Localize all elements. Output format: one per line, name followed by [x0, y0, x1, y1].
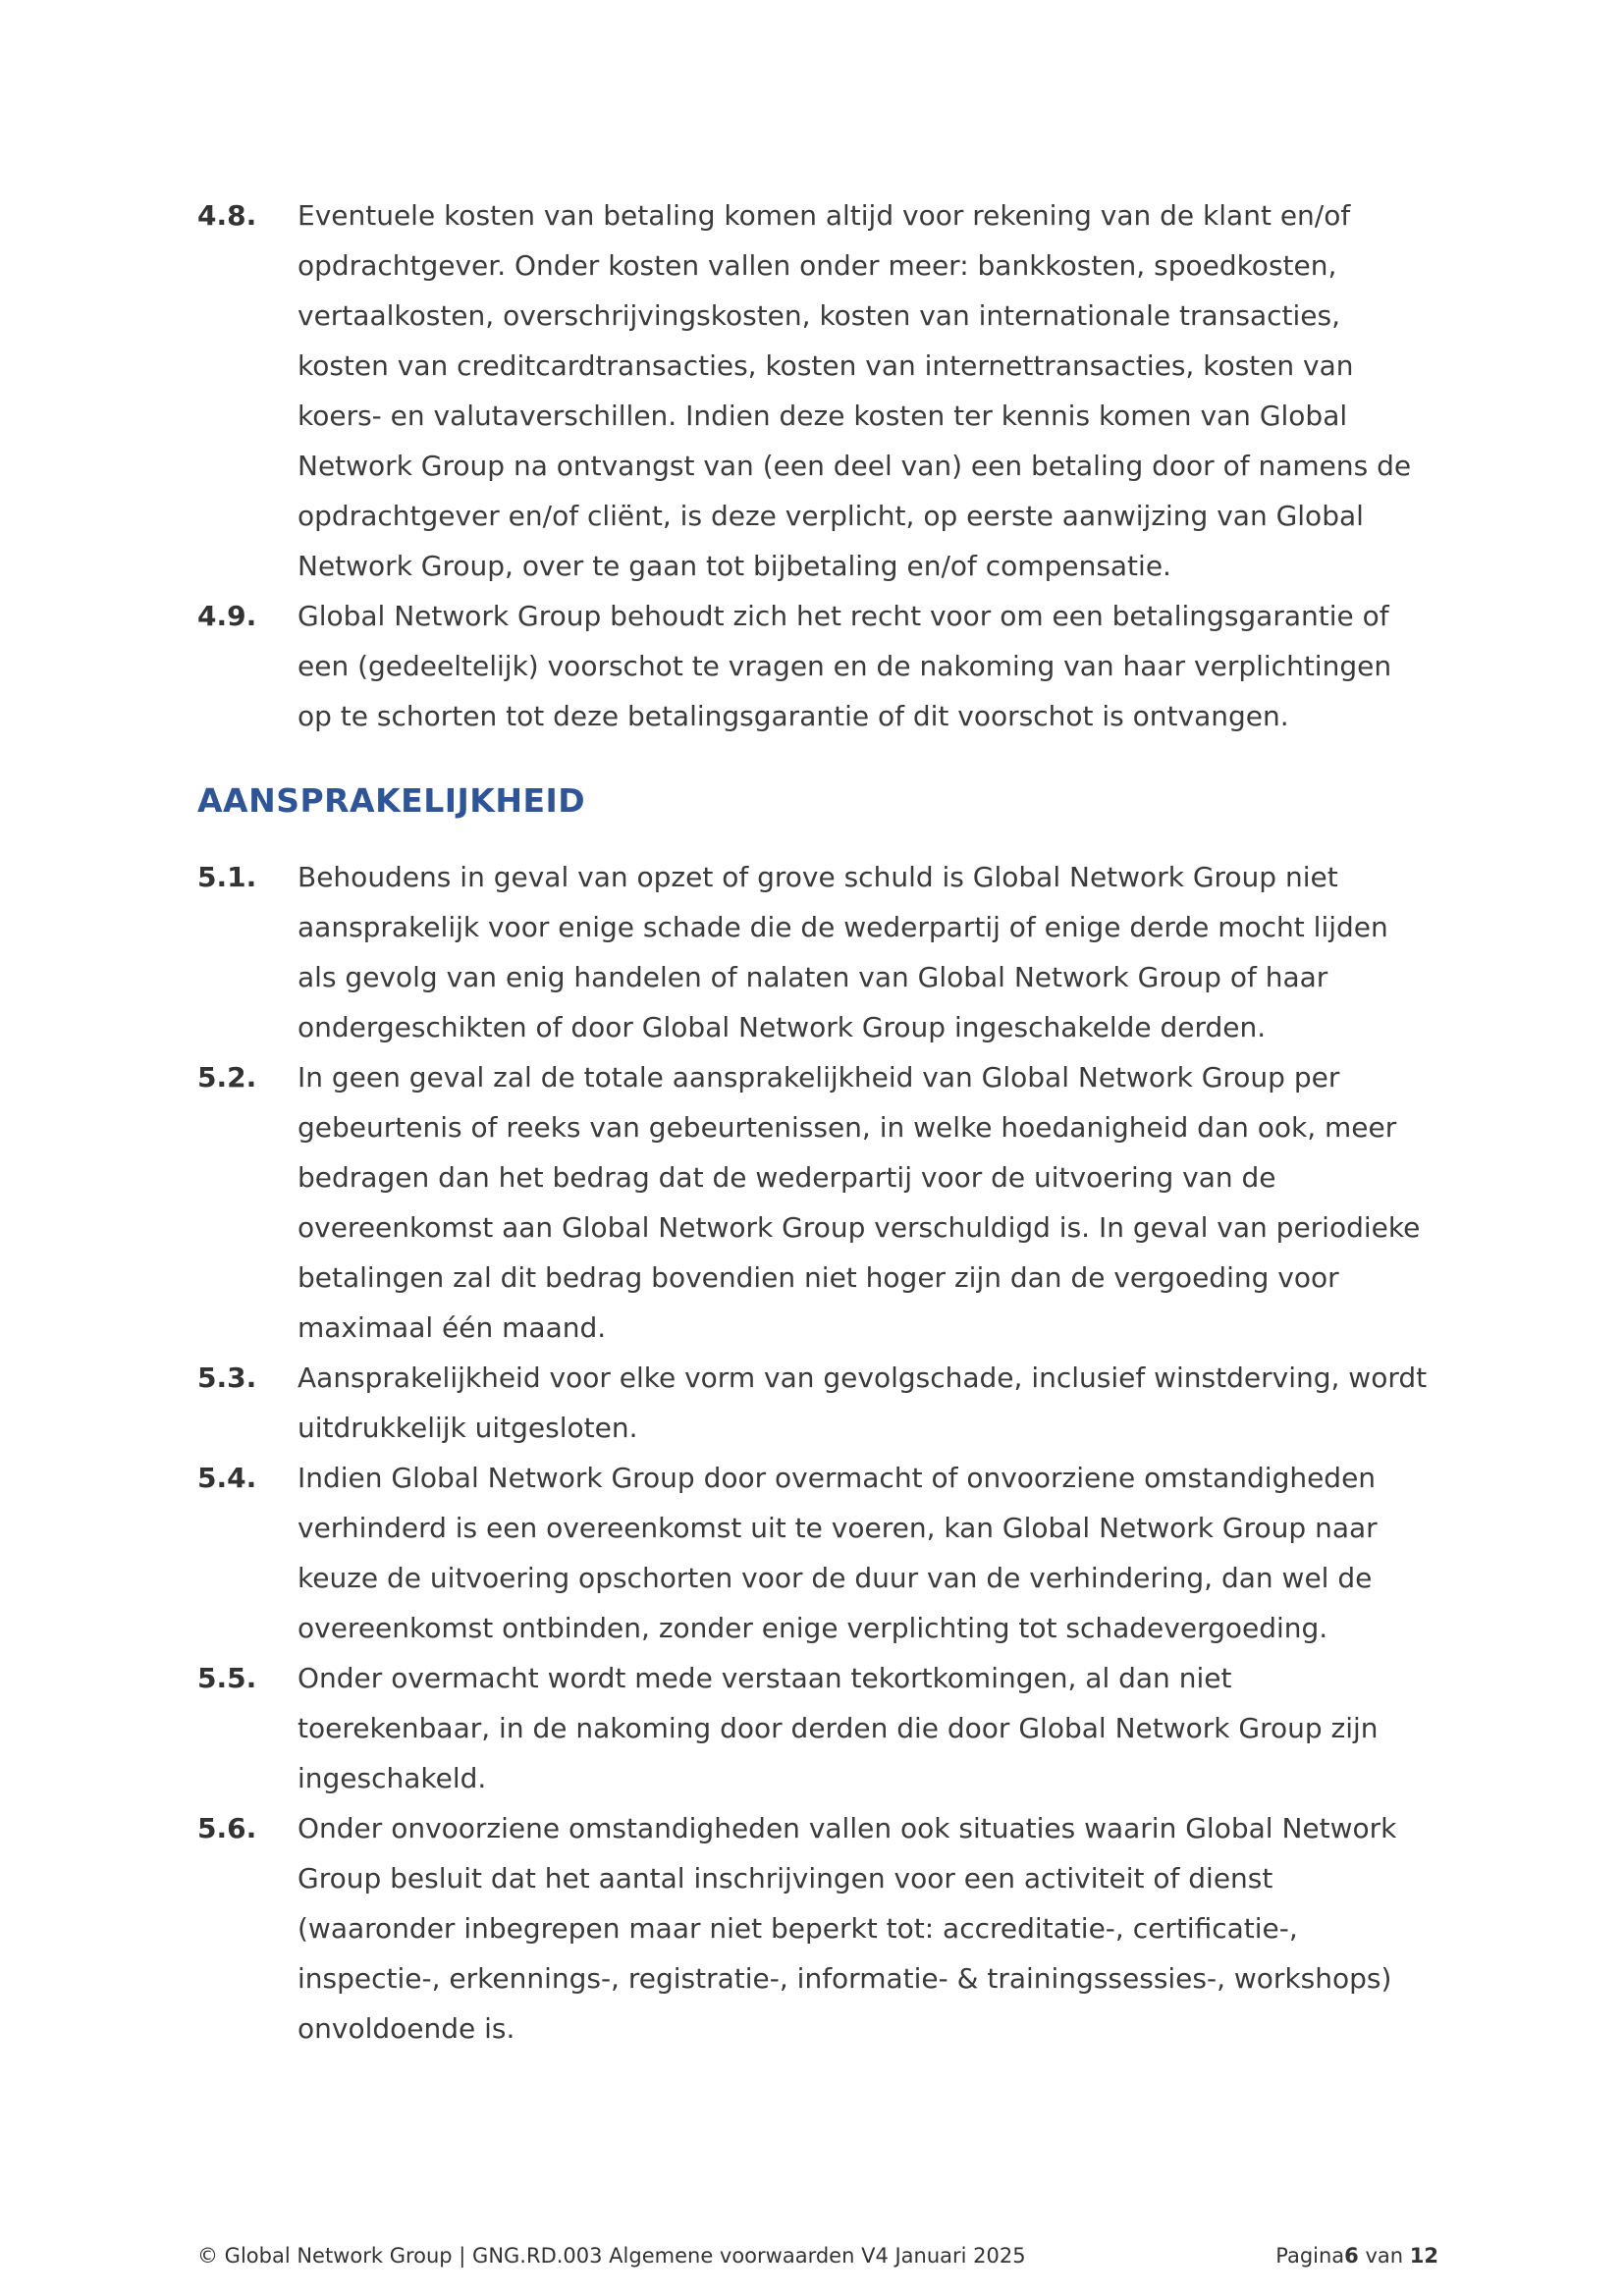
clause	[197, 852, 1474, 1052]
clause-number: 5.5.	[197, 1662, 257, 1694]
section-4-clauses	[197, 190, 1474, 741]
clause	[197, 1653, 1474, 1803]
clause-number: 5.6.	[197, 1812, 257, 1844]
clause-number: 5.4.	[197, 1462, 257, 1494]
text-line: Network Group na ontvangst van (een deel van) een betaling door of namens de	[298, 450, 1412, 482]
text-line: Behoudens in geval van opzet of grove schuld is Global Network Group niet	[298, 861, 1338, 893]
text-line: Group besluit dat het aantal inschrijvingen voor een activiteit of dienst	[298, 1862, 1273, 1895]
text-line: als gevolg van enig handelen of nalaten van Global Network Group of haar	[298, 961, 1328, 993]
clause	[197, 1803, 1474, 2054]
text-line: keuze de uitvoering opschorten voor de duur van de verhindering, dan wel de	[298, 1562, 1373, 1594]
page-number	[1275, 2244, 1438, 2268]
text-line: In geen geval zal de totale aansprakelijkheid van Global Network Group per	[298, 1061, 1340, 1094]
clause-number: 4.9.	[197, 600, 257, 632]
clause-number: 5.1.	[197, 861, 257, 893]
clause	[197, 1353, 1474, 1453]
clause-text	[298, 1453, 1378, 1653]
clause-text	[298, 852, 1388, 1052]
clause-number: 5.3.	[197, 1362, 257, 1394]
clause	[197, 1052, 1474, 1353]
text-line: Aansprakelijkheid voor elke vorm van gevolgschade, inclusief winstderving, wordt	[298, 1362, 1428, 1394]
text-line: bedragen dan het bedrag dat de wederpartij voor de uitvoering van de	[298, 1161, 1276, 1194]
text-line: Indien Global Network Group door overmacht of onvoorziene omstandigheden	[298, 1462, 1377, 1494]
text-line: ondergeschikten of door Global Network Group ingeschakelde derden.	[298, 1011, 1267, 1043]
text-line: opdrachtgever en/of cliënt, is deze verplicht, op eerste aanwijzing van Global	[298, 500, 1364, 532]
clause-number: 5.2.	[197, 1061, 257, 1094]
section-heading: AANSPRAKELIJKHEID	[197, 781, 586, 820]
text-line: gebeurtenis of reeks van gebeurtenissen, in welke hoedanigheid dan ook, meer	[298, 1111, 1397, 1144]
text-line: Network Group, over te gaan tot bijbetaling en/of compensatie.	[298, 550, 1171, 582]
clause-text	[298, 1653, 1379, 1803]
text-line: onvoldoende is.	[298, 2012, 515, 2045]
text-line: betalingen zal dit bedrag bovendien niet hoger zijn dan de vergoeding voor	[298, 1261, 1339, 1294]
section-5-clauses	[197, 852, 1474, 2054]
clause	[197, 1453, 1474, 1653]
page-total: 12	[1409, 2244, 1438, 2268]
clause-text	[298, 1353, 1427, 1453]
clause-text	[298, 190, 1411, 591]
text-line: koers- en valutaverschillen. Indien deze kosten ter kennis komen van Global	[298, 400, 1348, 432]
text-line: op te schorten tot deze betalingsgarantie of dit voorschot is ontvangen.	[298, 700, 1289, 732]
text-line: opdrachtgever. Onder kosten vallen onder meer: bankkosten, spoedkosten,	[298, 249, 1337, 282]
text-line: maximaal één maand.	[298, 1311, 607, 1344]
text-line: verhinderd is een overeenkomst uit te voeren, kan Global Network Group naar	[298, 1512, 1378, 1544]
text-line: een (gedeeltelijk) voorschot te vragen en de nakoming van haar verplichtingen	[298, 650, 1392, 682]
text-line: Onder onvoorziene omstandigheden vallen ook situaties waarin Global Network	[298, 1812, 1397, 1844]
text-line: uitdrukkelijk uitgesloten.	[298, 1412, 638, 1444]
text-line: toerekenbaar, in de nakoming door derden die door Global Network Group zijn	[298, 1712, 1379, 1744]
clause	[197, 190, 1474, 591]
page-footer	[197, 2244, 1438, 2268]
text-line: (waaronder inbegrepen maar niet beperkt tot: accreditatie-, certificatie-,	[298, 1912, 1298, 1945]
footer-copyright: © Global Network Group | GNG.RD.003 Algemene voorwaarden V4 Januari 2025	[197, 2244, 1026, 2268]
page-current: 6	[1344, 2244, 1359, 2268]
page-label: Pagina	[1275, 2244, 1345, 2268]
text-line: aansprakelijk voor enige schade die de wederpartij of enige derde mocht lijden	[298, 911, 1388, 943]
text-line: vertaalkosten, overschrijvingskosten, kosten van internationale transacties,	[298, 299, 1340, 332]
text-line: Global Network Group behoudt zich het recht voor om een betalingsgarantie of	[298, 600, 1389, 632]
text-line: ingeschakeld.	[298, 1762, 487, 1794]
page-separator: van	[1358, 2244, 1410, 2268]
text-line: overeenkomst ontbinden, zonder enige verplichting tot schadevergoeding.	[298, 1612, 1328, 1644]
clause-text	[298, 1803, 1396, 2054]
clause-text	[298, 1052, 1420, 1353]
text-line: inspectie-, erkennings-, registratie-, informatie- & trainingssessies-, workshops)	[298, 1962, 1392, 1995]
text-line: overeenkomst aan Global Network Group verschuldigd is. In geval van periodieke	[298, 1211, 1421, 1244]
clause-text	[298, 591, 1391, 741]
text-line: Onder overmacht wordt mede verstaan tekortkomingen, al dan niet	[298, 1662, 1232, 1694]
text-line: kosten van creditcardtransacties, kosten van internettransacties, kosten van	[298, 349, 1354, 382]
clause	[197, 591, 1474, 741]
clause-number: 4.8.	[197, 199, 257, 232]
text-line: Eventuele kosten van betaling komen altijd voor rekening van de klant en/of	[298, 199, 1351, 232]
